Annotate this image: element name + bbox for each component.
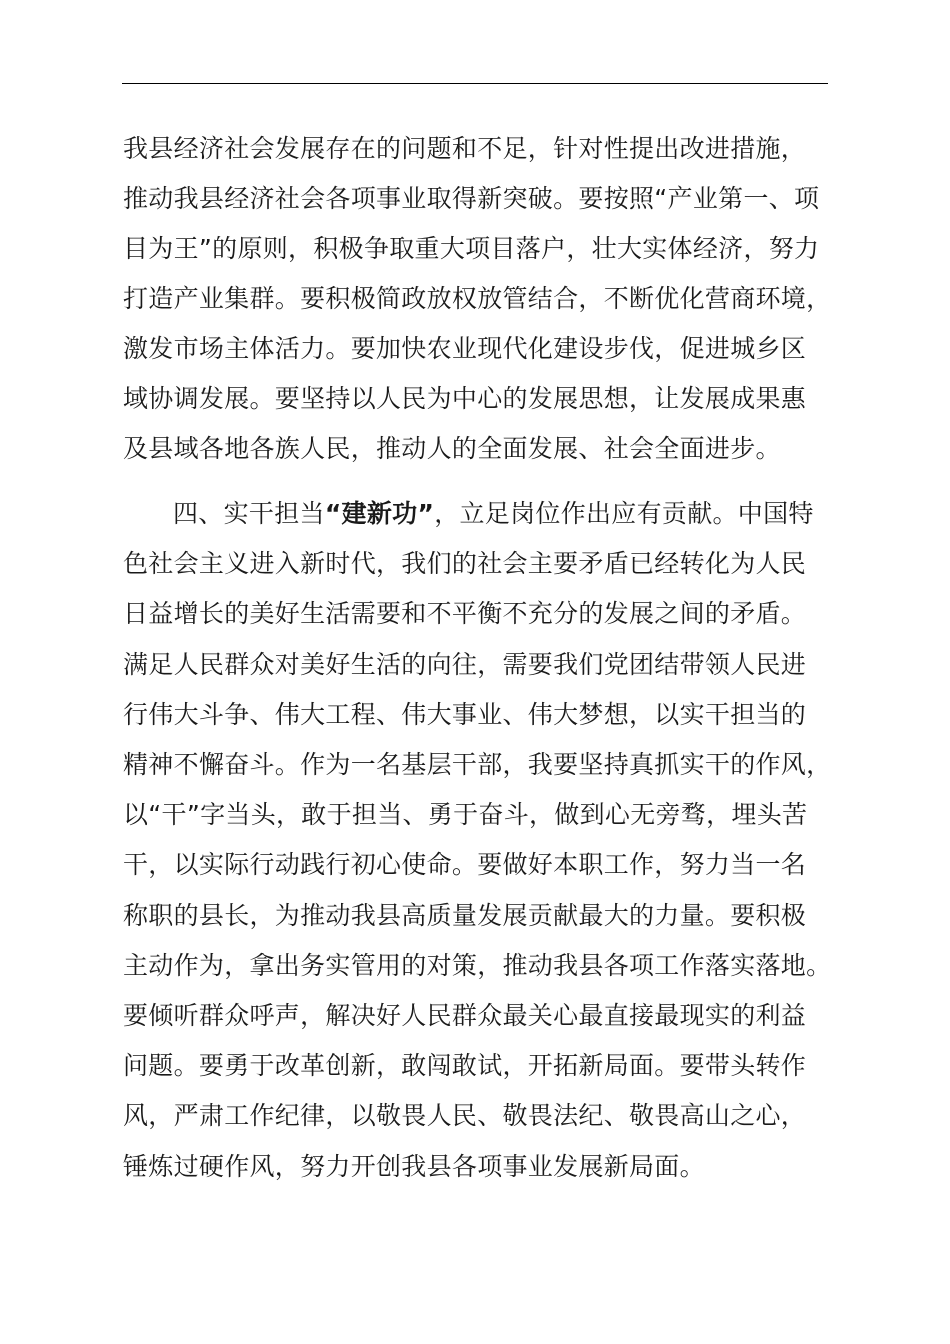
section-heading-prefix: 四、实干担当 bbox=[173, 499, 325, 528]
paragraph-development-measures: 我县经济社会发展存在的问题和不足，针对性提出改进措施， 推动我县经济社会各项事业取得新突破。要按照“产业第一、项 目为王”的原则，积极争取重大项目落户，壮大实体经济，努力 打造产业集群。要积极简政放权放管结合，不断优化营商环境， 激发市场主体活力。要加快农业现代化建设步伐，促进城乡区 域协调发展。要坚持以人民为中心的发展思想，让发展成果惠 及县域各地各族人民，推动人的全面发展、社会全面进步。 bbox=[123, 134, 832, 463]
paragraph-section-four bbox=[123, 489, 855, 1192]
section-heading-quote: “建新功” bbox=[324, 499, 435, 528]
header-rule bbox=[122, 83, 828, 84]
section-body-text: ，立足岗位作出应有贡献。中国特 色社会主义进入新时代，我们的社会主要矛盾已经转化为人民 日益增长的美好生活需要和不平衡不充分的发展之间的矛盾。 满足人民群众对美好生活的向往，需要我们党团结带领人民进 行伟大斗争、伟大工程、伟大事业、伟大梦想，以实干担当的 精神不懈奋斗。作为一名基层干部，我要坚持真抓实干的作风， 以“干”字当头，敢于担当、勇于奋斗，做到心无旁骛，埋头苦 干，以实际行动践行初心使命。要做好本职工作，努力当一名 称职的县长，为推动我县高质量发展贡献最大的力量。要积极 主动作为，拿出务实管用的对策，推动我县各项工作落实落地。 要倾听群众呼声，解决好人民群众最关心最直接最现实的利益 问题。要勇于改革创新，敢闯敢试，开拓新局面。要带头转作 风，严肃工作纪律，以敬畏人民、敬畏法纪、敬畏高山之心， 锤炼过硬作风，努力开创我县各项事业发展新局面。 bbox=[123, 499, 832, 1181]
